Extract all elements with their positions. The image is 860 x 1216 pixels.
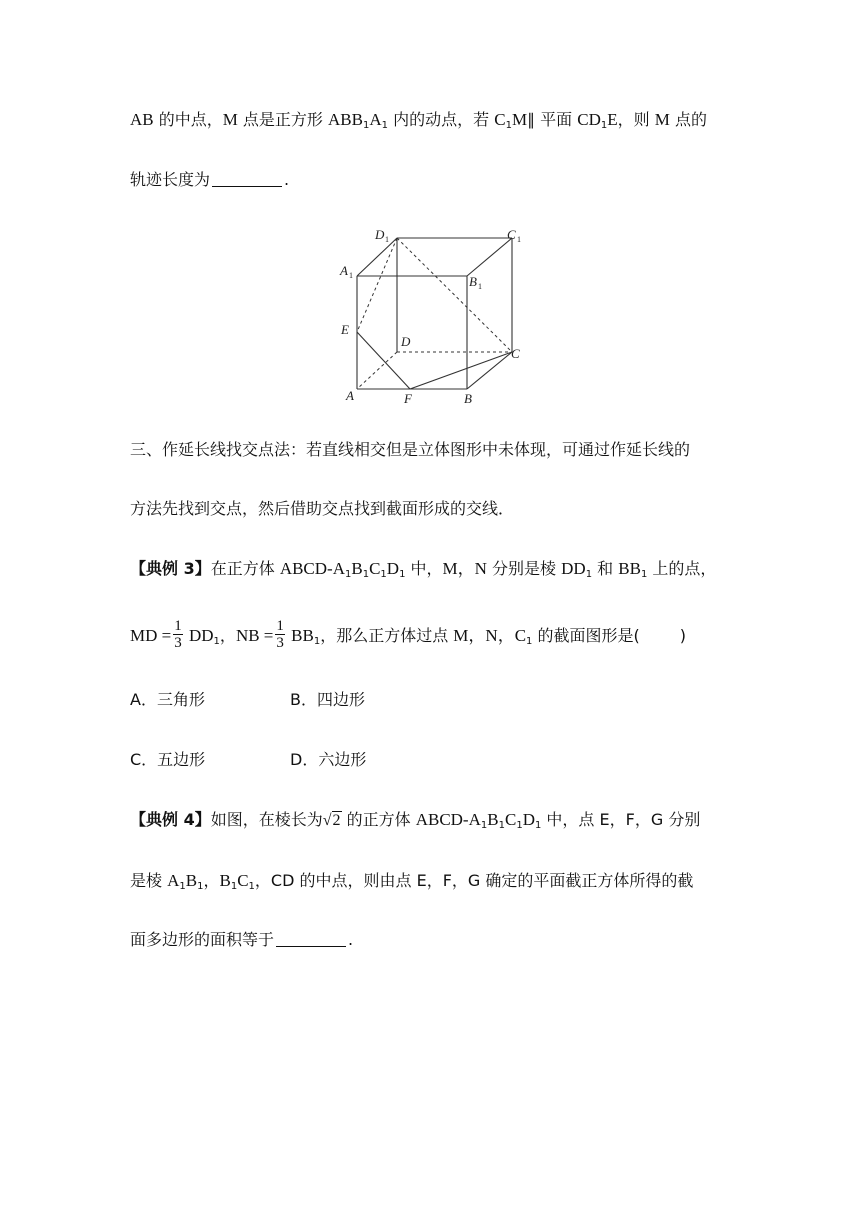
point-m: M — [222, 110, 238, 129]
subscript: 1 — [380, 569, 387, 580]
text: . — [284, 170, 290, 189]
text: 的正方体 — [341, 810, 416, 829]
option-a[interactable] — [130, 690, 205, 710]
subscript: 1 — [498, 820, 505, 831]
example-3-line-1 — [130, 559, 716, 579]
answer-blank[interactable] — [276, 932, 346, 947]
point-c1: C — [494, 110, 506, 129]
subscript: 1 — [640, 569, 648, 580]
answer-blank[interactable] — [212, 172, 282, 187]
parallel-symbol: ∥ — [527, 110, 536, 129]
cube-name: D — [386, 559, 400, 578]
problem-line-2 — [130, 170, 289, 190]
cube-figure — [335, 222, 535, 412]
denominator: 3 — [276, 635, 284, 651]
subscript: 1 — [534, 820, 542, 831]
example-label: 【典例 3】 — [130, 559, 211, 578]
numerator: 1 — [276, 618, 284, 634]
text: ，那么正方体过点 — [320, 626, 454, 645]
option-d[interactable] — [290, 750, 366, 770]
cube-name: C — [369, 559, 381, 578]
option-c[interactable] — [130, 750, 205, 770]
edge-name: BB — [618, 559, 641, 578]
point-m: M — [654, 110, 670, 129]
text: 分别是棱 — [486, 559, 562, 578]
label-d1: D — [375, 227, 385, 242]
text: ，则 — [617, 110, 655, 129]
subscript: 1 — [505, 120, 512, 131]
text: 如图，在棱长为 — [210, 810, 323, 829]
cube-name: D — [522, 810, 535, 829]
subscript: 1 — [230, 881, 238, 892]
cube-name: B — [487, 810, 499, 829]
text: 中，点 E，F，G 分别 — [541, 810, 701, 829]
text: ， — [203, 871, 220, 890]
method-line-2 — [130, 499, 514, 519]
subscript: 1 — [516, 820, 523, 831]
label-c: C — [511, 346, 520, 361]
label-subscript: 1 — [478, 282, 482, 291]
subscript: 1 — [248, 881, 255, 892]
edge-name: DD — [184, 626, 214, 645]
subscript: 1 — [480, 820, 488, 831]
cube-name: ABCD-A — [415, 810, 481, 829]
point-m: M — [511, 110, 528, 129]
text: 点的 — [669, 110, 707, 129]
label-d: D — [401, 334, 411, 349]
text: 在正方体 — [210, 559, 280, 578]
subscript: 1 — [363, 120, 370, 131]
plane-name: CD — [577, 110, 601, 129]
text: ， — [219, 626, 236, 645]
square-name: ABB — [328, 110, 363, 129]
text: 内的动点，若 — [388, 110, 495, 129]
label-a1: A — [340, 263, 348, 278]
points: M，N — [442, 559, 487, 578]
text: 平面 — [535, 110, 578, 129]
subscript: 1 — [526, 636, 533, 647]
subscript: 1 — [381, 120, 389, 131]
example-4-line-1 — [130, 810, 700, 831]
cube-name: B — [351, 559, 363, 578]
equation: NB = — [235, 626, 274, 645]
label-a: A — [346, 388, 354, 403]
fraction-one-third — [173, 618, 183, 651]
label-b: B — [464, 391, 472, 406]
numerator: 1 — [174, 618, 182, 634]
radicand: 2 — [332, 812, 341, 829]
segment-ab: AB — [130, 110, 154, 129]
label-e: E — [341, 322, 349, 337]
option-b[interactable] — [290, 690, 365, 710]
subscript: 1 — [600, 120, 608, 131]
text: 上的点， — [647, 559, 717, 578]
subscript: 1 — [344, 569, 352, 580]
edge-name: C — [237, 871, 249, 890]
edge-name: DD — [561, 559, 586, 578]
text: ，CD 的中点，则由点 E，F，G 确定的平面截正方体所得的截 — [254, 871, 694, 890]
text: . — [348, 930, 354, 949]
label-c1: C — [507, 227, 516, 242]
text: 和 — [592, 559, 619, 578]
label-subscript: 1 — [517, 235, 521, 244]
text: 轨迹长度为 — [130, 170, 211, 189]
sqrt-two: √2 — [322, 812, 341, 829]
option-c-label: C．五边形 — [130, 750, 206, 769]
text: 是棱 — [130, 871, 168, 890]
text: ) — [679, 626, 686, 645]
example-4-line-3 — [130, 930, 353, 950]
text: 的截面图形是( — [532, 626, 640, 645]
denominator: 3 — [174, 635, 182, 651]
subscript: 1 — [362, 569, 370, 580]
points: M，N，C — [453, 626, 527, 645]
text: 中， — [405, 559, 443, 578]
edge-name: B — [219, 871, 231, 890]
edge-name: BB — [286, 626, 314, 645]
cube-name: ABCD-A — [279, 559, 345, 578]
equation: MD = — [130, 626, 172, 645]
example-4-line-2 — [130, 871, 693, 891]
label-b1: B — [469, 274, 477, 289]
example-3-line-2 — [130, 620, 686, 653]
fraction-one-third — [275, 618, 285, 651]
square-name-end: A — [369, 110, 382, 129]
label-subscript: 1 — [385, 235, 389, 244]
text: 的中点， — [153, 110, 223, 129]
edge-name: A — [167, 871, 180, 890]
text: 方法先找到交点，然后借助交点找到截面形成的交线． — [130, 499, 515, 518]
problem-line-1 — [130, 110, 707, 130]
cube-name: C — [504, 810, 517, 829]
example-label: 【典例 4】 — [130, 810, 211, 829]
label-subscript: 1 — [349, 271, 353, 280]
text: 三、作延长线找交点法：若直线相交但是立体图形中未体现，可通过作延长线的 — [130, 440, 691, 459]
subscript: 1 — [197, 881, 204, 892]
option-a-label: A．三角形 — [130, 690, 205, 709]
subscript: 1 — [585, 569, 593, 580]
option-d-label: D．六边形 — [290, 750, 367, 769]
text: 面多边形的面积等于 — [130, 930, 275, 949]
subscript: 1 — [179, 881, 186, 892]
label-f: F — [404, 391, 412, 406]
option-b-label: B．四边形 — [290, 690, 365, 709]
method-heading — [130, 440, 690, 460]
edge-name: B — [185, 871, 198, 890]
subscript: 1 — [399, 569, 406, 580]
point-e: E — [607, 110, 618, 129]
text: 点是正方形 — [237, 110, 329, 129]
subscript: 1 — [213, 636, 220, 647]
subscript: 1 — [313, 636, 321, 647]
